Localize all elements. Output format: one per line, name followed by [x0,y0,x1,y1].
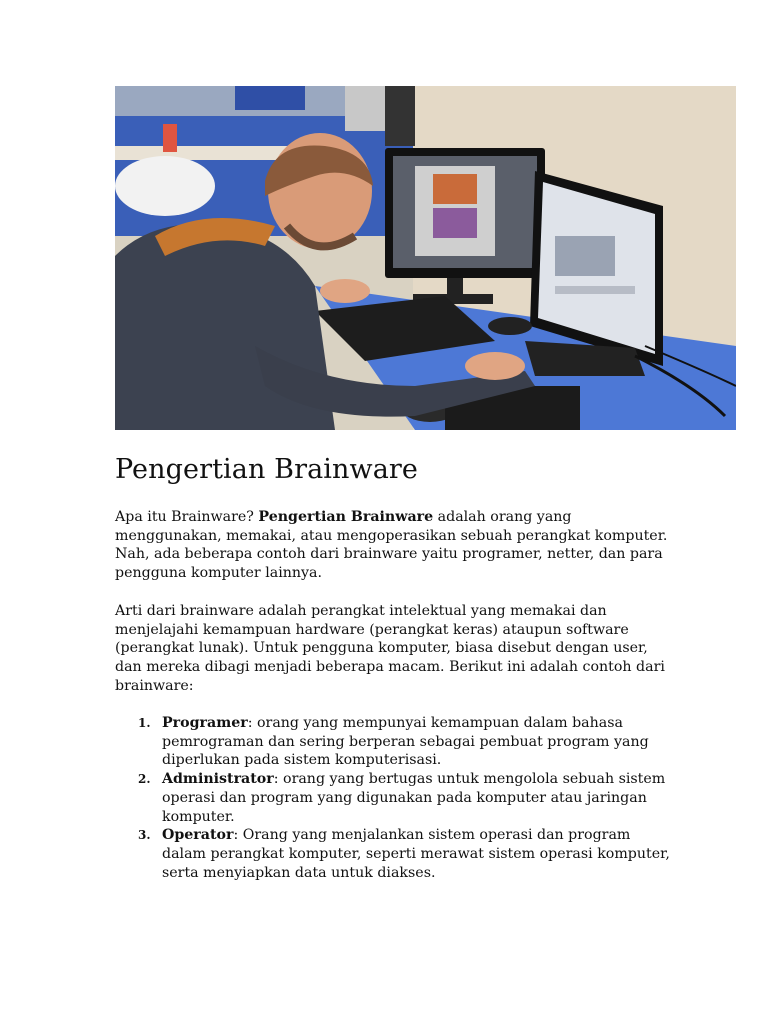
intro-paragraph [115,508,675,583]
list-number: 1. [138,716,151,730]
intro-bold-term: Pengertian Brainware [258,509,434,525]
list-item [115,714,675,770]
brainware-examples-list [115,714,675,882]
list-term: Administrator [162,771,274,788]
intro-suffix: adalah orang yang menggunakan, memakai, atau mengoperasikan sebuah perangkat komputer. Nah, ada beberapa contoh dari brainware yaitu programer, netter, dan para pengguna komputer lainnya. [115,509,668,582]
list-item [115,826,675,882]
list-desc: : orang yang bertugas untuk mengolola sebuah sistem operasi dan program yang digunakan pada komputer atau jaringan komputer. [162,771,666,825]
list-number: 3. [138,828,151,843]
intro-prefix: Apa itu Brainware? [115,509,259,525]
photo-man-at-computer [115,86,736,430]
list-desc: : orang yang mempunyai kemampuan dalam bahasa pemrograman dan sering berperan sebagai pembuat program yang diperlukan pada sistem komputerisasi. [162,715,649,769]
definition-paragraph: Arti dari brainware adalah perangkat intelektual yang memakai dan menjelajahi kemampuan hardware (perangkat keras) ataupun software (perangkat lunak). Untuk pengguna komputer, biasa disebut dengan user, dan mereka dibagi menjadi beberapa macam. Berikut ini adalah contoh dari brainware: [115,603,665,694]
list-term: Programer [162,715,248,731]
list-term: Operator [162,827,234,844]
list-item [115,770,675,826]
list-desc: : Orang yang menjalankan sistem operasi dan program dalam perangkat komputer, seperti merawat sistem operasi komputer, serta menyiapkan data untuk diakses. [162,827,670,881]
list-number: 2. [138,772,151,787]
page-title: Pengertian Brainware [115,454,419,485]
